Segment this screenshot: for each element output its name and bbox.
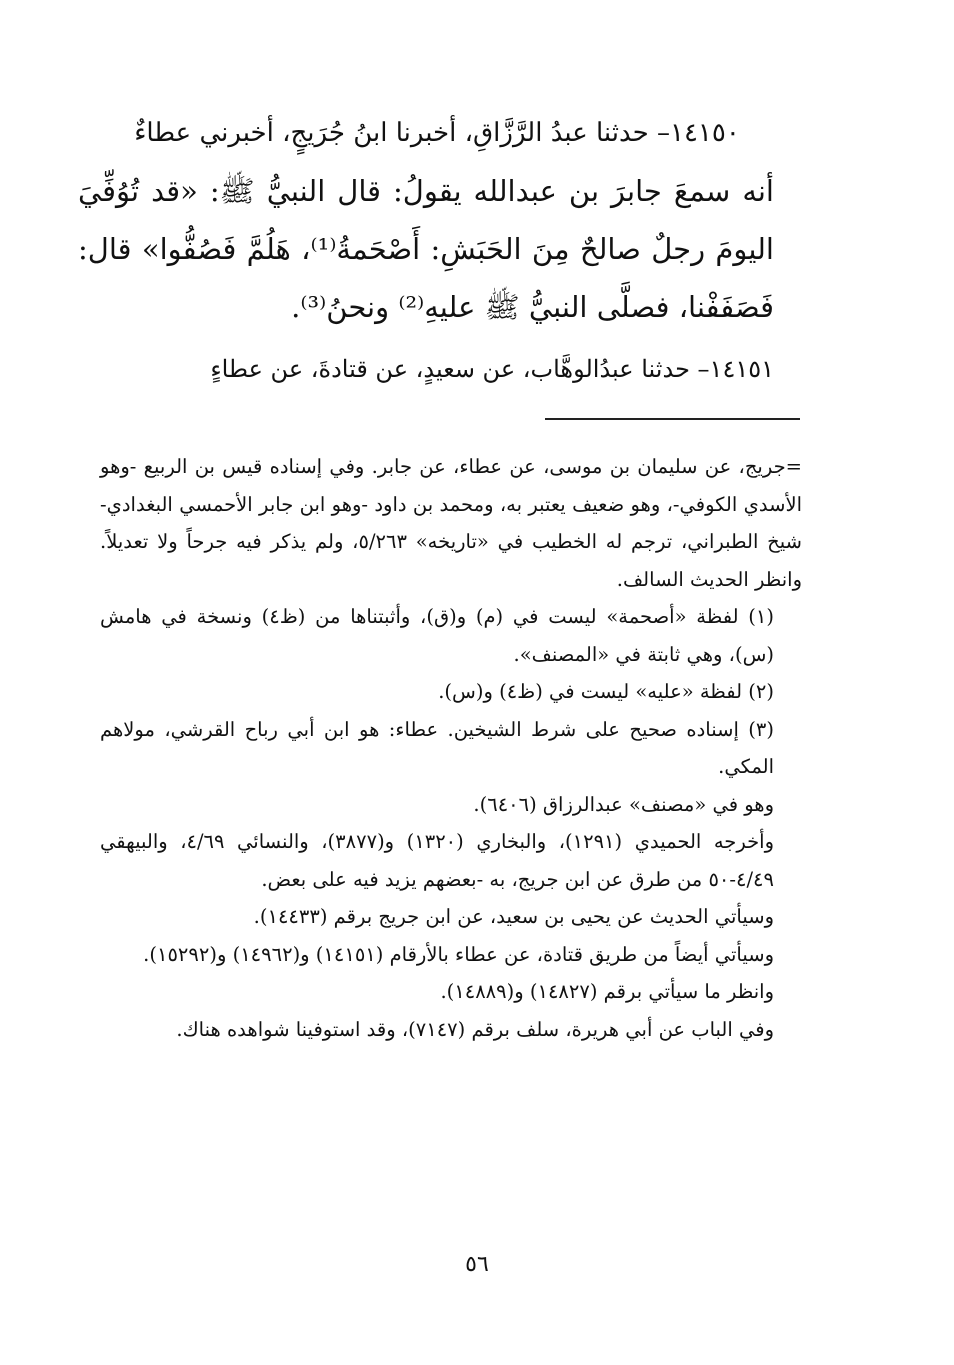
footnote-sayati-2: وسيأتي أيضاً من طريق قتادة، عن عطاء بالأرقام (١٤١٥١) و(١٤٩٦٢) و(١٥٢٩٢). — [143, 942, 774, 966]
footnote-bab: وفي الباب عن أبي هريرة، سلف برقم (٧١٤٧)، وقد استوفينا شواهده هناك. — [176, 1017, 774, 1041]
footnotes-section — [100, 448, 802, 1048]
footnote-separator — [545, 418, 800, 420]
hadith-14150-header: ١٤١٥٠– حدثنا عبدُ الرَّزَّاقِ، أخبرنا ابنُ جُرَيجٍ، أخبرني عطاءٌ — [134, 118, 740, 148]
footnote-continuation: =جريج، عن سليمان بن موسى، عن عطاء، عن جابر. وفي إسناده قيس بن الربيع -وهو الأسدي الكوفي-، وهو ضعيف يعتبر به، ومحمد بن داود -وهو ابن جابر الأحمسي البغدادي- شيخ الطبراني، ترجم له الخطيب في «تاريخه» ٥/٢٦٣، ولم يذكر فيه جرحاً ولا تعديلاً. وانظر الحديث السالف. — [100, 455, 802, 591]
footnote-2: (٢) لفظة «عليه» ليست في (ظ٤) و(س). — [438, 680, 774, 703]
footnote-1: (١) لفظة «أصحمة» ليست في (م) و(ق)، وأثبتناها من (ظ٤) ونسخة في هامش (س)، وهي ثابتة في «المصنف». — [100, 605, 774, 666]
hadith-14150-body: أنه سمعَ جابرَ بن عبدالله يقولُ: قال النبيُّ ﷺ: «قد تُوُفِّيَ اليومَ رجلٌ صالحٌ مِنَ الحَبَشِ: أَصْحَمةُ⁽¹⁾، هَلُمَّ فَصُفُّوا» قال: فَصَفَفْنا، فصلَّى النبيُّ ﷺ عليهِ⁽²⁾ ونحنُ⁽³⁾. — [78, 174, 774, 324]
footnote-unzur: وانظر ما سيأتي برقم (١٤٨٢٧) و(١٤٨٨٩). — [440, 980, 774, 1003]
page-number: ٥٦ — [465, 1252, 489, 1277]
footnote-musannaf: وهو في «مصنف» عبدالرزاق (٦٤٠٦). — [473, 792, 774, 816]
footnote-takhrij: وأخرجه الحميدي (١٢٩١)، والبخاري (١٣٢٠) و(٣٨٧٧)، والنسائي ٤/٦٩، والبيهقي ٤/٤٩-٥٠ من طرق عن ابن جريج، به -بعضهم يزيد فيه على بعض. — [100, 830, 774, 891]
hadith-14151-header: ١٤١٥١– حدثنا عبدُالوهَّاب، عن سعيدٍ، عن قتادةَ، عن عطاءٍ — [210, 355, 774, 383]
hadith-14150-header-block — [100, 104, 774, 162]
footnote-3: (٣) إسناده صحيح على شرط الشيخين. عطاء: هو ابن أبي رباح القرشي، مولاهم المكي. — [100, 717, 774, 778]
footnote-sayati-1: وسيأتي الحديث عن يحيى بن سعيد، عن ابن جريج برقم (١٤٤٣٣). — [253, 905, 774, 928]
